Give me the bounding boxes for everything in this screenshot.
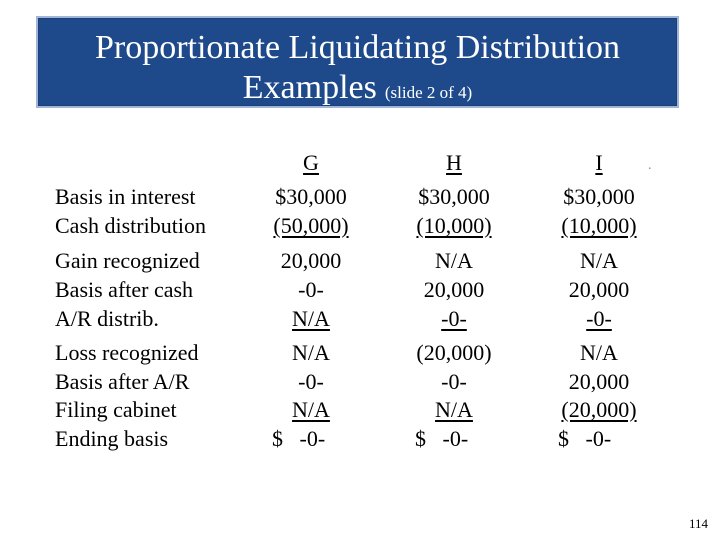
stray-mark: . [648,158,652,173]
cell-g-ar-distrib: N/A [292,306,330,331]
cell-i-basis-after-cash: 20,000 [568,277,630,302]
cell-g-gain-recognized: 20,000 [280,248,342,273]
row-label-basis-after-ar: Basis after A/R [55,369,190,394]
cell-i-filing-cabinet: (20,000) [561,397,637,422]
cell-h-basis-in-interest: $30,000 [418,184,490,209]
cell-g-basis-in-interest: $30,000 [275,184,347,209]
row-label-ar-distrib: A/R distrib. [55,306,159,331]
slide-title: Proportionate Liquidating Distribution [94,29,621,66]
cell-i-ar-distrib: -0- [586,306,612,331]
cell-i-gain-recognized: N/A [580,248,618,273]
cell-i-ending-basis: $ -0- [558,426,612,451]
row-label-gain-recognized: Gain recognized [55,248,200,273]
cell-h-filing-cabinet: N/A [435,397,473,422]
column-header-h: H [446,150,462,175]
row-label-loss-recognized: Loss recognized [55,340,199,365]
cell-h-loss-recognized: (20,000) [416,340,492,365]
cell-g-basis-after-cash: -0- [298,277,324,302]
row-label-ending-basis: Ending basis [55,426,169,451]
cell-h-cash-distribution: (10,000) [416,213,492,238]
cell-h-gain-recognized: N/A [435,248,473,273]
cell-i-basis-after-ar: 20,000 [568,369,630,394]
column-header-i: I [595,150,603,175]
cell-g-loss-recognized: N/A [292,340,330,365]
slide-title-box [36,16,679,108]
row-label-basis-after-cash: Basis after cash [55,277,194,302]
cell-i-basis-in-interest: $30,000 [563,184,635,209]
cell-h-basis-after-cash: 20,000 [423,277,485,302]
page-number: 114 [688,516,708,531]
column-header-g: G [303,150,319,175]
cell-h-ar-distrib: -0- [441,306,467,331]
slide-title-line2 [38,68,677,113]
slide-subtitle: (slide 2 of 4) [384,83,473,102]
cell-g-cash-distribution: (50,000) [273,213,349,238]
row-label-basis-in-interest: Basis in interest [55,184,196,209]
cell-g-ending-basis: $ -0- [272,426,326,451]
cell-g-filing-cabinet: N/A [292,397,330,422]
cell-h-ending-basis: $ -0- [415,426,469,451]
cell-h-basis-after-ar: -0- [441,369,467,394]
slide-title-main: Examples [242,69,377,106]
row-label-filing-cabinet: Filing cabinet [55,397,177,422]
cell-i-cash-distribution: (10,000) [561,213,637,238]
cell-i-loss-recognized: N/A [580,340,618,365]
row-label-cash-distribution: Cash distribution [55,213,206,238]
cell-g-basis-after-ar: -0- [298,369,324,394]
